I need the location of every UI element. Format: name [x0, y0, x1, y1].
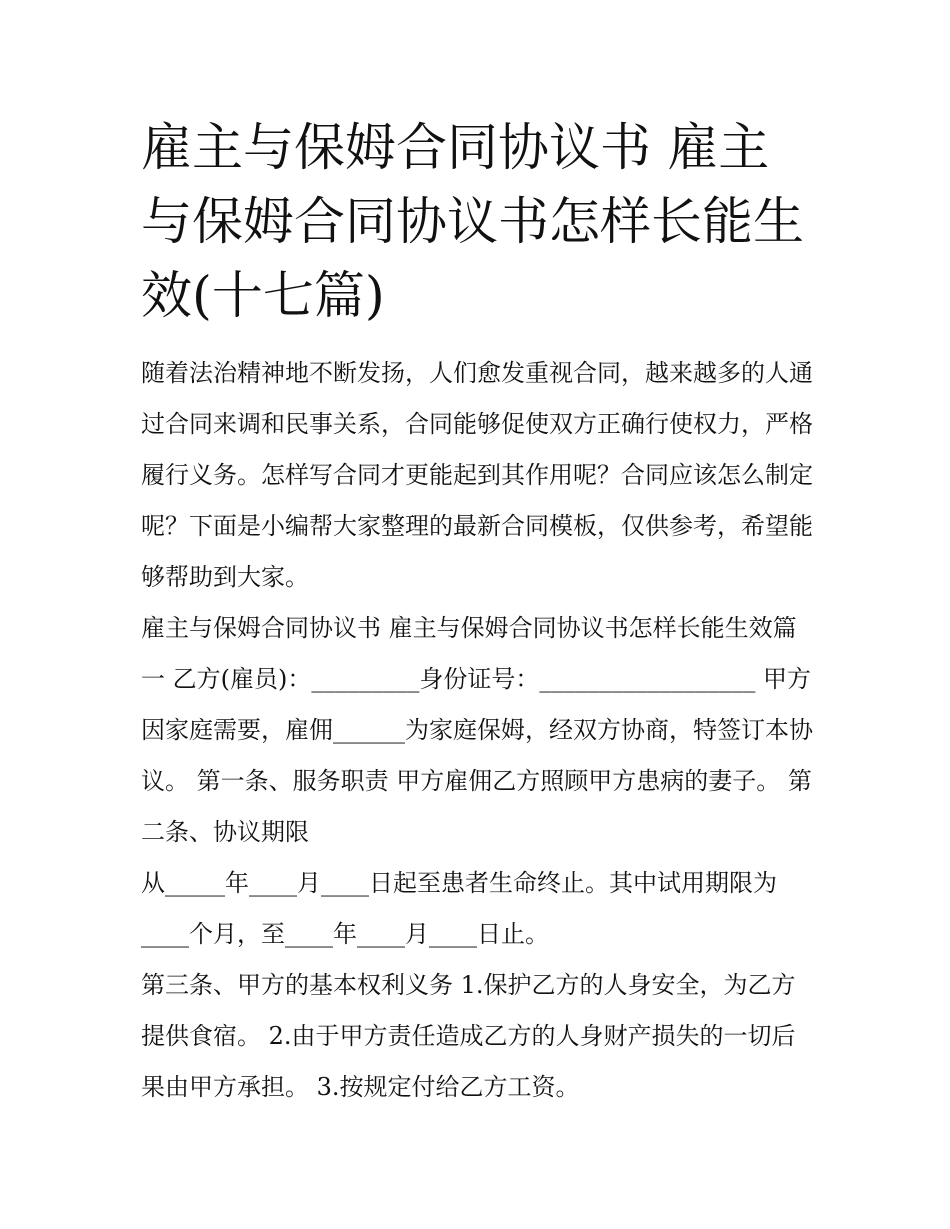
document-page — [141, 112, 813, 1113]
intro-paragraph: 随着法治精神地不断发扬，人们愈发重视合同，越来越多的人通过合同来调和民事关系，合同能够促使双方正确行使权力，严格履行义务。怎样写合同才更能起到其作用呢？合同应该怎么制定呢？下面是小编帮大家整理的最新合同模板，仅供参考，希望能够帮助到大家。 — [141, 359, 813, 591]
document-title: 雇主与保姆合同协议书 雇主与保姆合同协议书怎样长能生效(十七篇) — [141, 119, 805, 326]
employer-duties-paragraph: 第三条、甲方的基本权利义务 1.保护乙方的人身安全，为乙方提供食宿。 2.由于甲方责任造成乙方的人身财产损失的一切后果由甲方承担。 3.按规定付给乙方工资。 — [141, 971, 796, 1101]
contract-term-paragraph: 从_____年____月____日起至患者生命终止。其中试用期限为____个月，至____年____月____日止。 — [141, 869, 777, 948]
contract-heading-paragraph: 雇主与保姆合同协议书 雇主与保姆合同协议书怎样长能生效篇一 乙方(雇员)：_________身份证号：__________________ 甲方因家庭需要，雇佣______为家庭保姆，经双方协商，特签订本协议。 第一条、服务职责 甲方雇佣乙方照顾甲方患病的妻子。 第二条、协议期限 — [141, 614, 813, 846]
document-body — [141, 348, 813, 1113]
